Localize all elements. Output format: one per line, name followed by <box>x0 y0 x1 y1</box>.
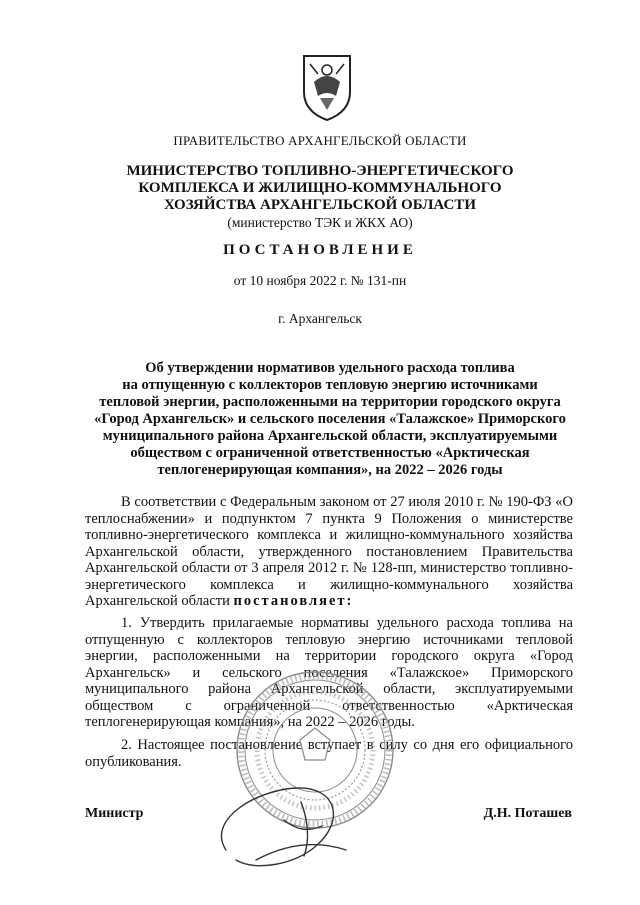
date-number: от 10 ноября 2022 г. № 131-пн <box>233 273 407 288</box>
title-line: теплогенерирующая компания», на 2022 – 2026 годы <box>157 462 503 478</box>
title-line: на отпущенную с коллекторов тепловую энергию источниками <box>122 377 538 393</box>
ministry-line: ХОЗЯЙСТВА АРХАНГЕЛЬСКОЙ ОБЛАСТИ <box>163 197 477 213</box>
title-line: обществом с ограниченной ответственностью «Арктическая <box>130 445 530 461</box>
title-line: муниципального района Архангельской области, эксплуатируемыми <box>102 428 558 444</box>
government-name: ПРАВИТЕЛЬСТВО АРХАНГЕЛЬСКОЙ ОБЛАСТИ <box>173 133 467 148</box>
preamble-text: В соответствии с Федеральным законом от 27 июля 2010 г. № 190-ФЗ «О теплоснабжении» и подпунктом 7 пункта 9 Положения о министерстве топливно-энергетического комплекса и жилищно-коммунального хозяйства Архангельской области, утвержденного постановлением Правительства Архангельской области от 3 апреля 2012 г. № 128-пп, министерство топливно-энергетического комплекса и жилищно-коммунального хозяйства Архангельской области <box>85 494 573 609</box>
document-type: ПОСТАНОВЛЕНИЕ <box>223 242 417 258</box>
title-line: тепловой энергии, расположенными на территории городского округа <box>99 394 561 410</box>
decree-word: постановляет: <box>233 593 354 609</box>
coat-of-arms-icon <box>300 52 354 122</box>
ministry-name <box>0 163 640 214</box>
signatory-name: Д.Н. Поташев <box>483 806 572 821</box>
item-2-text: 2. Настоящее постановление вступает в силу со дня его официального опубликования. <box>85 737 573 770</box>
handwritten-signature <box>196 760 366 890</box>
signatory-role: Министр <box>85 806 144 821</box>
preamble-paragraph <box>85 494 573 610</box>
ministry-line: КОМПЛЕКСА И ЖИЛИЩНО-КОММУНАЛЬНОГО <box>138 180 502 196</box>
ministry-line: МИНИСТЕРСТВО ТОПЛИВНО-ЭНЕРГЕТИЧЕСКОГО <box>126 163 514 179</box>
document-title <box>80 360 580 479</box>
title-line: «Город Архангельск» и сельского поселения «Талажское» Приморского <box>94 411 566 427</box>
item-1-text: 1. Утвердить прилагаемые нормативы удельного расхода топлива на отпущенную с коллекторов тепловую энергию источниками тепловой энергии, расположенными на территории городского округа «Город Архангельск» и сельского поселения «Талажское» Приморского муниципального района Архангельской области, эксплуатируемыми обществом с ограниченной ответственностью «Арктическая теплогенерирующая компания», на 2022 – 2026 годы. <box>85 615 573 730</box>
city: г. Архангельск <box>278 311 362 326</box>
title-line: Об утверждении нормативов удельного расхода топлива <box>145 360 515 376</box>
ministry-abbreviation: (министерство ТЭК и ЖКХ АО) <box>227 215 413 230</box>
